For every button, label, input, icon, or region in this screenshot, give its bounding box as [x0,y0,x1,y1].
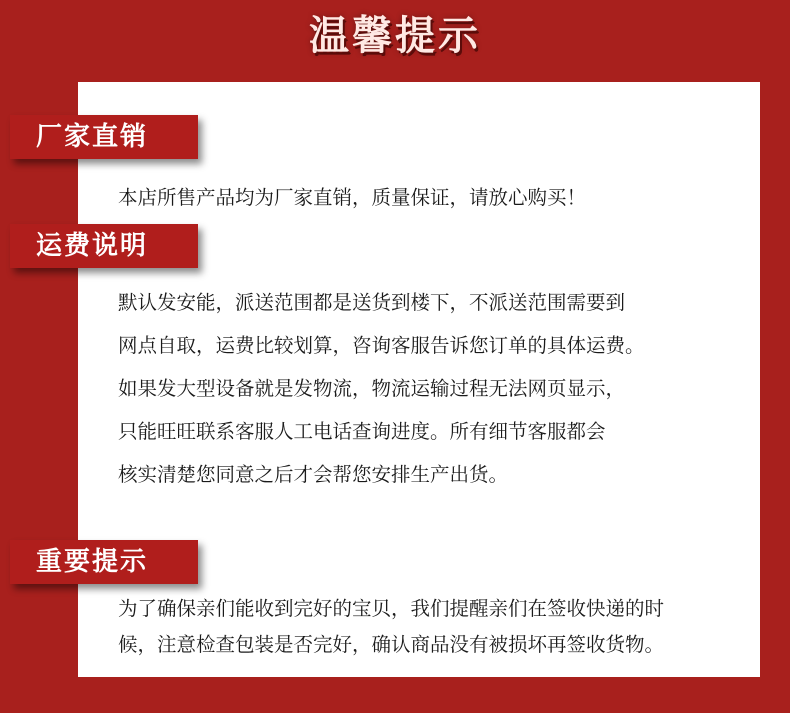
body-line: 默认发安能，派送范围都是送货到楼下，不派送范围需要到 [118,291,626,314]
body-line: 本店所售产品均为厂家直销，质量保证，请放心购买！ [118,186,587,209]
body-line: 候，注意检查包装是否完好，确认商品没有被损坏再签收货物。 [118,633,665,656]
body-line: 如果发大型设备就是发物流，物流运输过程无法网页显示， [118,377,626,400]
section-heading-important: 重要提示 [10,540,198,584]
page-title: 温馨提示 [309,13,481,59]
section-heading-shipping: 运费说明 [10,224,198,268]
section-body-shipping [118,281,768,496]
body-line: 为了确保亲们能收到完好的宝贝，我们提醒亲们在签收快递的时 [118,597,665,620]
body-line: 网点自取，运费比较划算，咨询客服告诉您订单的具体运费。 [118,334,645,357]
body-line: 核实清楚您同意之后才会帮您安排生产出货。 [118,463,509,486]
section-body-important [118,591,768,663]
section-heading-factory-direct: 厂家直销 [10,115,198,159]
section-body-factory-direct [118,178,768,218]
body-line: 只能旺旺联系客服人工电话查询进度。所有细节客服都会 [118,420,606,443]
